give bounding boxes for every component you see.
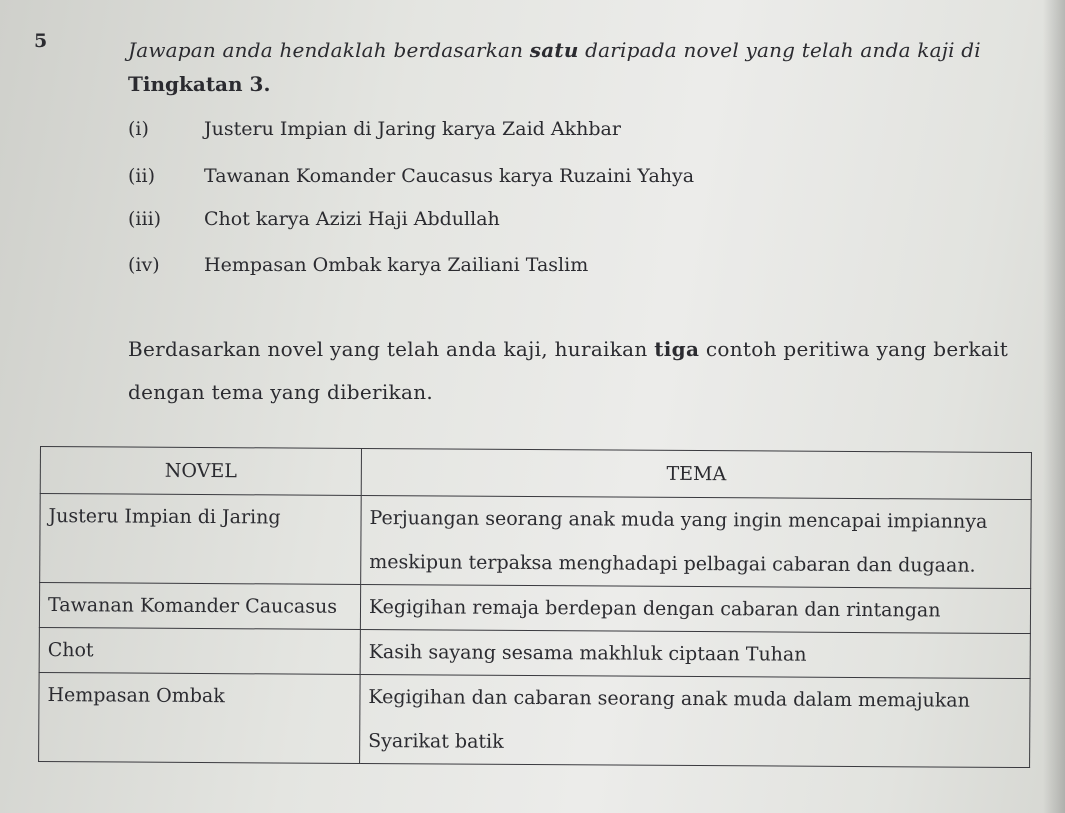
cell-tema bbox=[360, 584, 1030, 633]
table-row bbox=[40, 494, 1032, 589]
option-number: (i) bbox=[128, 118, 149, 140]
form-level: Tingkatan 3. bbox=[128, 72, 271, 96]
table-row bbox=[39, 627, 1030, 678]
instruction-bold: satu bbox=[529, 38, 579, 62]
tema-line: meskipun terpaksa menghadapi pelbagai cabaran dan dugaan. bbox=[369, 551, 976, 577]
option-text: Hempasan Ombak karya Zailiani Taslim bbox=[204, 254, 589, 276]
option-item bbox=[128, 165, 695, 187]
instruction-pre: Jawapan anda hendaklah berdasarkan bbox=[128, 38, 530, 62]
header-novel: NOVEL bbox=[40, 447, 361, 496]
cell-novel: Hempasan Ombak bbox=[39, 672, 361, 763]
option-item bbox=[128, 254, 589, 276]
option-text: Chot karya Azizi Haji Abdullah bbox=[204, 208, 500, 230]
header-tema: TEMA bbox=[361, 448, 1031, 499]
instruction-post: daripada novel yang telah anda kaji di bbox=[578, 38, 981, 62]
cell-novel: Justeru Impian di Jaring bbox=[40, 494, 362, 585]
para-post: contoh peritiwa yang berkait bbox=[699, 337, 1009, 361]
option-number: (ii) bbox=[128, 165, 155, 187]
instruction-paragraph-line: dengan tema yang diberikan. bbox=[128, 380, 434, 404]
table-row bbox=[39, 672, 1031, 767]
cell-tema bbox=[360, 674, 1031, 767]
cell-novel: Chot bbox=[39, 627, 360, 674]
tema-line: Kegigihan dan cabaran seorang anak muda dalam memajukan bbox=[368, 686, 970, 712]
table-header-row bbox=[40, 447, 1031, 500]
option-item bbox=[128, 208, 500, 230]
tema-line: Kegigihan remaja berdepan dengan cabaran dan rintangan bbox=[368, 596, 941, 622]
theme-table bbox=[38, 446, 1032, 768]
cell-tema bbox=[360, 629, 1030, 678]
tema-line: Kasih sayang sesama makhluk ciptaan Tuhan bbox=[368, 641, 807, 666]
question-number: 5 bbox=[34, 30, 48, 52]
option-text: Tawanan Komander Caucasus karya Ruzaini Yahya bbox=[204, 165, 695, 187]
option-item bbox=[128, 118, 621, 140]
table-row bbox=[39, 583, 1030, 634]
option-number: (iv) bbox=[128, 254, 160, 276]
cell-novel: Tawanan Komander Caucasus bbox=[39, 583, 360, 630]
para-pre: Berdasarkan novel yang telah anda kaji, huraikan bbox=[128, 337, 655, 361]
tema-line: Perjuangan seorang anak muda yang ingin mencapai impiannya bbox=[369, 507, 988, 533]
instruction-paragraph-line bbox=[128, 337, 1008, 361]
option-number: (iii) bbox=[128, 208, 162, 230]
para-bold: tiga bbox=[654, 337, 700, 361]
cell-tema bbox=[361, 495, 1032, 588]
tema-line: Syarikat batik bbox=[368, 730, 504, 753]
option-text: Justeru Impian di Jaring karya Zaid Akhbar bbox=[204, 118, 621, 140]
page-edge-shadow bbox=[1043, 0, 1065, 813]
instruction-line bbox=[128, 38, 981, 62]
